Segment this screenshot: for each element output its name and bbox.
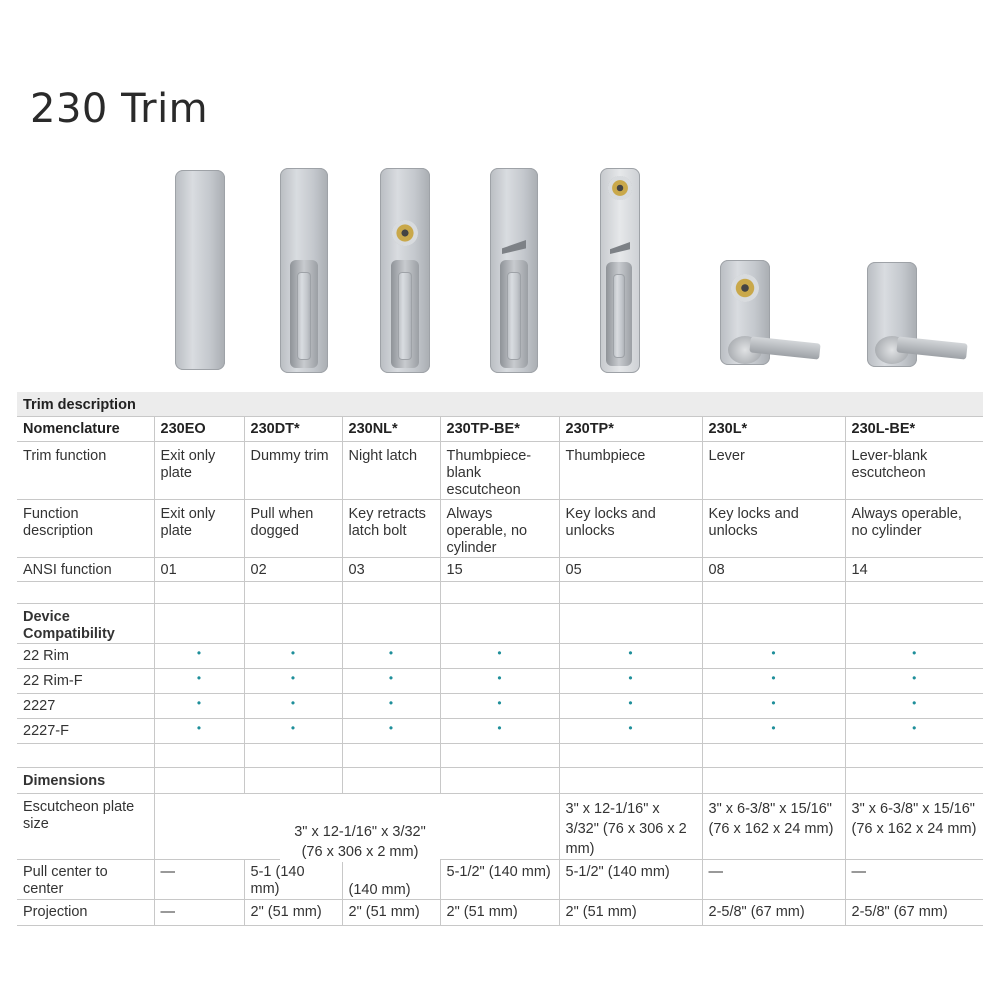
table-cell: 2" (51 mm) bbox=[244, 899, 342, 925]
table-cell: 02 bbox=[244, 557, 342, 581]
escutcheon-merged-label bbox=[280, 822, 440, 862]
section-title: Trim description bbox=[17, 392, 983, 416]
compatible-dot-icon: • bbox=[290, 670, 296, 685]
table-cell: Key locks and unlocks bbox=[702, 499, 845, 557]
pull-center-row bbox=[17, 859, 983, 899]
table-cell: Always operable, no cylinder bbox=[440, 499, 559, 557]
compatible-dot-icon: • bbox=[497, 720, 502, 735]
compatible-dot-icon: • bbox=[771, 670, 776, 685]
row-label: Projection bbox=[17, 899, 154, 925]
compatible-dot-icon: • bbox=[497, 645, 502, 660]
table-cell: 01 bbox=[154, 557, 244, 581]
compatible-dot-icon: • bbox=[912, 645, 917, 660]
table-cell: — bbox=[845, 859, 983, 899]
compatible-dot-icon: • bbox=[628, 670, 633, 685]
table-cell: Night latch bbox=[342, 441, 440, 499]
table-cell: 2" (51 mm) bbox=[440, 899, 559, 925]
product-image-230l-be bbox=[867, 262, 977, 372]
product-image-230tp-be bbox=[490, 168, 538, 373]
table-cell: Thumbpiece bbox=[559, 441, 702, 499]
ansi-function-row bbox=[17, 557, 983, 581]
compatible-dot-icon: • bbox=[771, 695, 776, 710]
table-cell: 5-1/2" (140 mm) bbox=[559, 859, 702, 899]
spec-table bbox=[17, 392, 983, 926]
row-label: Pull center to center bbox=[17, 859, 154, 899]
section-title: Dimensions bbox=[17, 767, 154, 793]
table-cell: 3" x 6-3/8" x 15/16" (76 x 162 x 24 mm) bbox=[702, 793, 845, 859]
escutcheon-merged-line2: (76 x 306 x 2 mm) bbox=[301, 844, 419, 860]
row-label: Function description bbox=[17, 499, 154, 557]
table-cell: 05 bbox=[559, 557, 702, 581]
compatible-dot-icon: • bbox=[912, 670, 917, 685]
compatible-dot-icon: • bbox=[628, 695, 633, 710]
product-image-230eo bbox=[175, 170, 225, 370]
compatible-dot-icon: • bbox=[771, 720, 776, 735]
compatible-dot-icon: • bbox=[388, 695, 394, 710]
trim-function-row bbox=[17, 441, 983, 499]
product-image-230l bbox=[720, 260, 830, 370]
compatible-dot-icon: • bbox=[290, 720, 296, 735]
table-cell: Always operable, no cylinder bbox=[845, 499, 983, 557]
compatible-dot-icon: • bbox=[628, 720, 633, 735]
section-title: Device Compatibility bbox=[17, 603, 154, 643]
row-label: 2227 bbox=[17, 693, 154, 718]
device-row bbox=[17, 693, 983, 718]
table-cell: Dummy trim bbox=[244, 441, 342, 499]
compatible-dot-icon: • bbox=[771, 645, 776, 660]
table-cell: (140 mm) bbox=[342, 859, 440, 899]
table-cell: Thumbpiece-blank escutcheon bbox=[440, 441, 559, 499]
row-label: 22 Rim bbox=[17, 643, 154, 668]
compatible-dot-icon: • bbox=[196, 670, 202, 685]
row-label: 22 Rim-F bbox=[17, 668, 154, 693]
table-cell: 14 bbox=[845, 557, 983, 581]
device-compatibility-header-row bbox=[17, 603, 983, 643]
table-cell: 08 bbox=[702, 557, 845, 581]
table-cell: 03 bbox=[342, 557, 440, 581]
compatible-dot-icon: • bbox=[388, 720, 394, 735]
table-cell: Pull when dogged bbox=[244, 499, 342, 557]
page-title: 230 Trim bbox=[30, 86, 209, 132]
row-label: Trim function bbox=[17, 441, 154, 499]
table-cell: 5-1 (140 mm) bbox=[244, 859, 342, 899]
table-cell: Key retracts latch bolt bbox=[342, 499, 440, 557]
table-cell: 15 bbox=[440, 557, 559, 581]
model-cell: 230TP-BE* bbox=[440, 416, 559, 441]
compatible-dot-icon: • bbox=[196, 645, 202, 660]
dimensions-header-row bbox=[17, 767, 983, 793]
table-cell: 5-1/2" (140 mm) bbox=[440, 859, 559, 899]
table-cell: — bbox=[154, 859, 244, 899]
device-row bbox=[17, 718, 983, 743]
model-cell: 230TP* bbox=[559, 416, 702, 441]
row-label: 2227-F bbox=[17, 718, 154, 743]
model-cell: 230DT* bbox=[244, 416, 342, 441]
table-cell: 3" x 6-3/8" x 15/16" (76 x 162 x 24 mm) bbox=[845, 793, 983, 859]
projection-row bbox=[17, 899, 983, 925]
compatible-dot-icon: • bbox=[497, 670, 502, 685]
table-cell: 2" (51 mm) bbox=[342, 899, 440, 925]
model-cell: 230NL* bbox=[342, 416, 440, 441]
table-cell: — bbox=[702, 859, 845, 899]
compatible-dot-icon: • bbox=[196, 695, 202, 710]
device-row bbox=[17, 643, 983, 668]
compatible-dot-icon: • bbox=[196, 720, 202, 735]
model-cell: 230L* bbox=[702, 416, 845, 441]
product-image-230nl bbox=[380, 168, 430, 373]
compatible-dot-icon: • bbox=[290, 645, 296, 660]
device-row bbox=[17, 668, 983, 693]
compatible-dot-icon: • bbox=[628, 645, 633, 660]
table-cell: 2-5/8" (67 mm) bbox=[845, 899, 983, 925]
model-cell: 230L-BE* bbox=[845, 416, 983, 441]
section-trim-description bbox=[17, 392, 983, 416]
table-cell: — bbox=[154, 899, 244, 925]
compatible-dot-icon: • bbox=[912, 720, 917, 735]
spacer-row bbox=[17, 743, 983, 767]
function-description-row bbox=[17, 499, 983, 557]
compatible-dot-icon: • bbox=[290, 695, 296, 710]
table-cell: Exit only plate bbox=[154, 499, 244, 557]
row-label: ANSI function bbox=[17, 557, 154, 581]
table-cell: Key locks and unlocks bbox=[559, 499, 702, 557]
escutcheon-row bbox=[17, 793, 983, 859]
nomenclature-row bbox=[17, 416, 983, 441]
table-cell: 3" x 12-1/16" x 3/32" (76 x 306 x 2 mm) bbox=[559, 793, 702, 859]
escutcheon-merged-line1: 3" x 12-1/16" x 3/32" bbox=[294, 824, 426, 840]
compatible-dot-icon: • bbox=[388, 645, 394, 660]
table-cell: Lever-blank escutcheon bbox=[845, 441, 983, 499]
product-image-230tp bbox=[600, 168, 640, 373]
table-cell: 2" (51 mm) bbox=[559, 899, 702, 925]
compatible-dot-icon: • bbox=[912, 695, 917, 710]
table-cell: Exit only plate bbox=[154, 441, 244, 499]
compatible-dot-icon: • bbox=[497, 695, 502, 710]
row-label: Nomenclature bbox=[17, 416, 154, 441]
model-cell: 230EO bbox=[154, 416, 244, 441]
spacer-row bbox=[17, 581, 983, 603]
compatible-dot-icon: • bbox=[388, 670, 394, 685]
row-label: Escutcheon plate size bbox=[17, 793, 154, 859]
table-cell: Lever bbox=[702, 441, 845, 499]
product-image-230dt bbox=[280, 168, 328, 373]
table-cell: 2-5/8" (67 mm) bbox=[702, 899, 845, 925]
